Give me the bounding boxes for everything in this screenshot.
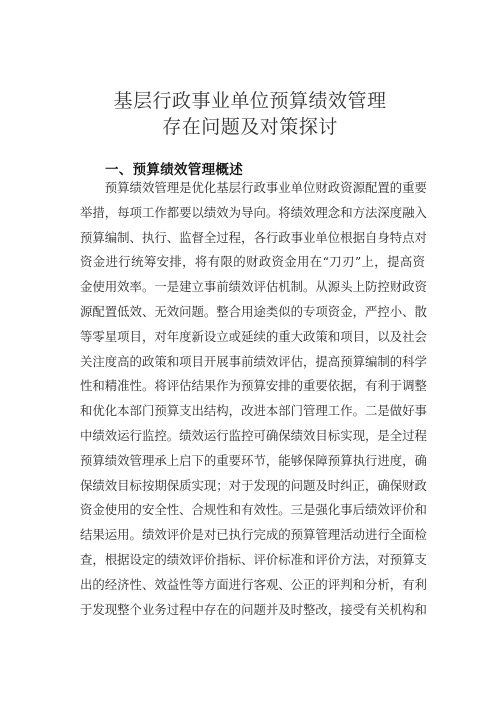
paragraph-line: 性和精准性。将评估结果作为预算安排的重要依据，有利于调整: [80, 378, 427, 394]
document-title-line-1: 基层行政事业单位预算绩效管理: [113, 90, 387, 112]
paragraph-line: 源配置低效、无效问题。整合用途类似的专项资金，严控小、散: [80, 303, 427, 319]
paragraph-line: 预算绩效管理承上启下的重要环节，能够保障预算执行进度，确: [80, 452, 427, 468]
paragraph-line: 举措，每项工作都要以绩效为导向。将绩效理念和方法深度融入: [80, 204, 427, 220]
paragraph-line: 和优化本部门预算支出结构，改进本部门管理工作。二是做好事: [80, 403, 427, 419]
paragraph-line: 预算编制、执行、监督全过程，各行政事业单位根据自身特点对: [80, 229, 427, 245]
paragraph-line: 金使用效率。一是建立事前绩效评估机制。从源头上防控财政资: [80, 279, 427, 295]
body-paragraph: [80, 176, 425, 622]
paragraph-line: 资金使用的安全性、合规性和有效性。三是强化事后绩效评价和: [80, 502, 427, 518]
paragraph-line: 中绩效运行监控。绩效运行监控可确保绩效目标实现，是全过程: [80, 427, 427, 443]
paragraph-line: 资金进行统筹安排，将有限的财政资金用在“刀刃”上，提高资: [80, 254, 425, 270]
paragraph-line: 预算绩效管理是优化基层行政事业单位财政资源配置的重要: [80, 180, 427, 195]
paragraph-line: 于发现整个业务过程中存在的问题并及时整改，接受有关机构和: [80, 601, 427, 617]
paragraph-line: 结果运用。绩效评价是对已执行完成的预算管理活动进行全面检: [80, 527, 427, 543]
section-heading: 一、预算绩效管理概述: [105, 162, 243, 178]
paragraph-line: 出的经济性、效益性等方面进行客观、公正的评判和分析，有利: [80, 576, 427, 592]
paragraph-line: 查，根据设定的绩效评价指标、评价标准和评价方法，对预算支: [80, 551, 427, 567]
paragraph-line: 关注度高的政策和项目开展事前绩效评估，提高预算编制的科学: [80, 353, 427, 369]
paragraph-line: 等零星项目，对年度新设立或延续的重大政策和项目，以及社会: [80, 328, 427, 344]
document-title-line-2: 存在问题及对策探讨: [162, 116, 338, 138]
paragraph-line: 保绩效目标按期保质实现；对于发现的问题及时纠正，确保财政: [80, 477, 427, 493]
